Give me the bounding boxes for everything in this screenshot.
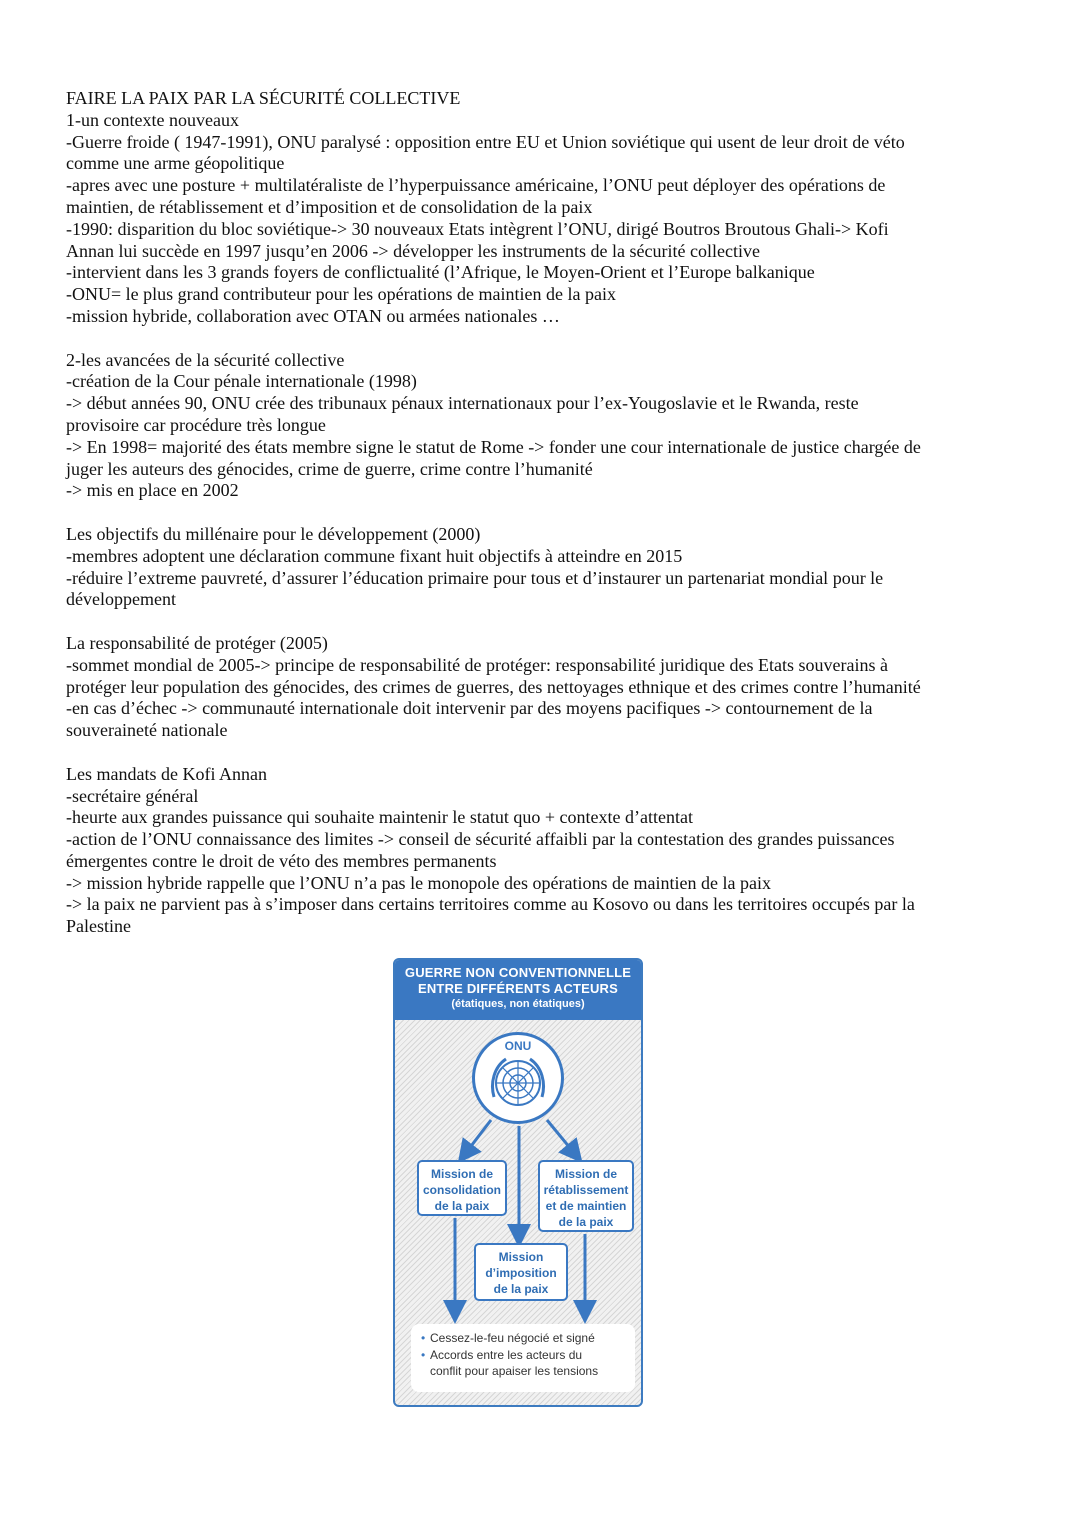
mission-retablissement-box: Mission de rétablissement et de maintien de la paix bbox=[538, 1160, 634, 1232]
text-line: protéger leur population des génocides, des crimes de guerres, des nettoyages ethnique et des crimes contre l’humanité bbox=[66, 676, 921, 697]
text-line: -secrétaire général bbox=[66, 785, 199, 806]
text-line: -réduire l’extreme pauvreté, d’assurer l’éducation primaire pour tous et d’instaurer un partenariat mondial pour le bbox=[66, 567, 884, 588]
section-contexte bbox=[66, 88, 1026, 328]
text-line: -en cas d’échec -> communauté internationale doit intervenir par des moyens pacifiques -> contournement de la bbox=[66, 698, 873, 719]
text-line: -ONU= le plus grand contributeur pour les opérations de maintien de la paix bbox=[66, 284, 617, 305]
mission-imposition-box: Mission d’imposition de la paix bbox=[474, 1243, 568, 1301]
document-text bbox=[66, 88, 1026, 938]
text-line: -> mis en place en 2002 bbox=[66, 480, 239, 501]
text-line: -heurte aux grandes puissance qui souhaite maintenir le statut quo + contexte d’attentat bbox=[66, 807, 693, 828]
text-line: -> la paix ne parvient pas à s’imposer dans certains territoires comme au Kosovo ou dans les territoires occupés par la bbox=[66, 894, 915, 915]
text-line: juger les auteurs des génocides, crime de guerre, crime contre l’humanité bbox=[66, 458, 593, 479]
outcomes-box bbox=[411, 1324, 635, 1392]
arrow-to-consolidation bbox=[465, 1120, 491, 1154]
text-line: Palestine bbox=[66, 916, 131, 937]
section-heading: Les mandats de Kofi Annan bbox=[66, 763, 267, 784]
document-title: FAIRE LA PAIX PAR LA SÉCURITÉ COLLECTIVE bbox=[66, 88, 461, 108]
text-line: émergentes contre le droit de véto des membres permanents bbox=[66, 850, 497, 871]
bullet-icon: • bbox=[421, 1331, 426, 1345]
header-line: ENTRE DIFFÉRENTS ACTEURS bbox=[417, 981, 619, 996]
section-heading: Les objectifs du millénaire pour le développement (2000) bbox=[66, 523, 481, 544]
text-line: -> début années 90, ONU crée des tribunaux pénaux internationaux pour l’ex-Yougoslavie et le Rwanda, reste bbox=[66, 393, 859, 414]
section-responsabilite-proteger bbox=[66, 633, 1026, 742]
arrow-to-retablissement bbox=[547, 1120, 575, 1154]
un-emblem-icon bbox=[488, 1053, 548, 1113]
section-heading: 2-les avancées de la sécurité collective bbox=[66, 349, 345, 370]
onu-label: ONU bbox=[504, 1039, 532, 1053]
text-line: -1990: disparition du bloc soviétique-> 30 nouveaux Etats intègrent l’ONU, dirigé Boutros Broutous Ghali-> Kofi bbox=[66, 218, 889, 239]
text-line: -> En 1998= majorité des états membre signe le statut de Rome -> fonder une cour internationale de justice chargée de bbox=[66, 436, 921, 457]
section-heading: La responsabilité de protéger (2005) bbox=[66, 632, 328, 653]
text-line: Annan lui succède en 1997 jusqu’en 2006 -> développer les instruments de la sécurité collective bbox=[66, 240, 760, 261]
text-line: -> mission hybride rappelle que l’ONU n’a pas le monopole des opérations de maintien de la paix bbox=[66, 872, 771, 893]
text-line: -sommet mondial de 2005-> principe de responsabilité de protéger: responsabilité juridique des Etats souverains à bbox=[66, 654, 888, 675]
header-subtitle: (étatiques, non étatiques) bbox=[451, 998, 585, 1010]
header-line: GUERRE NON CONVENTIONNELLE bbox=[404, 965, 632, 980]
text-line: comme une arme géopolitique bbox=[66, 153, 285, 174]
text-line: -action de l’ONU connaissance des limites -> conseil de sécurité affaibli par la contestation des grandes puissances bbox=[66, 829, 895, 850]
onu-diagram bbox=[393, 958, 643, 1407]
text-line: -mission hybride, collaboration avec OTAN ou armées nationales … bbox=[66, 305, 560, 326]
text-line: développement bbox=[66, 589, 176, 610]
section-avancees bbox=[66, 350, 1026, 503]
text-line: -membres adoptent une déclaration commune fixant huit objectifs à atteindre en 2015 bbox=[66, 545, 683, 566]
bullet-icon: • bbox=[421, 1347, 426, 1362]
text-line: maintien, de rétablissement et d’imposition et de consolidation de la paix bbox=[66, 196, 593, 217]
mission-consolidation-box: Mission de consolidation de la paix bbox=[417, 1160, 507, 1216]
text-line: souveraineté nationale bbox=[66, 720, 228, 741]
text-line: provisoire car procédure très longue bbox=[66, 414, 326, 435]
text-line: -apres avec une posture + multilatéraliste de l’hyperpuissance américaine, l’ONU peut déployer des opérations de bbox=[66, 175, 886, 196]
text-line: -création de la Cour pénale internationale (1998) bbox=[66, 371, 417, 392]
text-line: -Guerre froide ( 1947-1991), ONU paralysé : opposition entre EU et Union soviétique qui usent de leur droit de véto bbox=[66, 131, 905, 152]
section-mandats-kofi-annan bbox=[66, 764, 1026, 938]
section-objectifs-millenaire bbox=[66, 524, 1026, 611]
text-line: -intervient dans les 3 grands foyers de conflictualité (l’Afrique, le Moyen-Orient et l’Europe balkanique bbox=[66, 262, 815, 283]
section-heading: 1-un contexte nouveaux bbox=[66, 109, 239, 130]
outcome-item: • Cessez-le-feu négocié et signé bbox=[421, 1331, 595, 1345]
outcome-item: • Accords entre les acteurs du conflit pour apaiser les tensions bbox=[421, 1347, 599, 1378]
onu-emblem-circle bbox=[472, 1032, 564, 1124]
